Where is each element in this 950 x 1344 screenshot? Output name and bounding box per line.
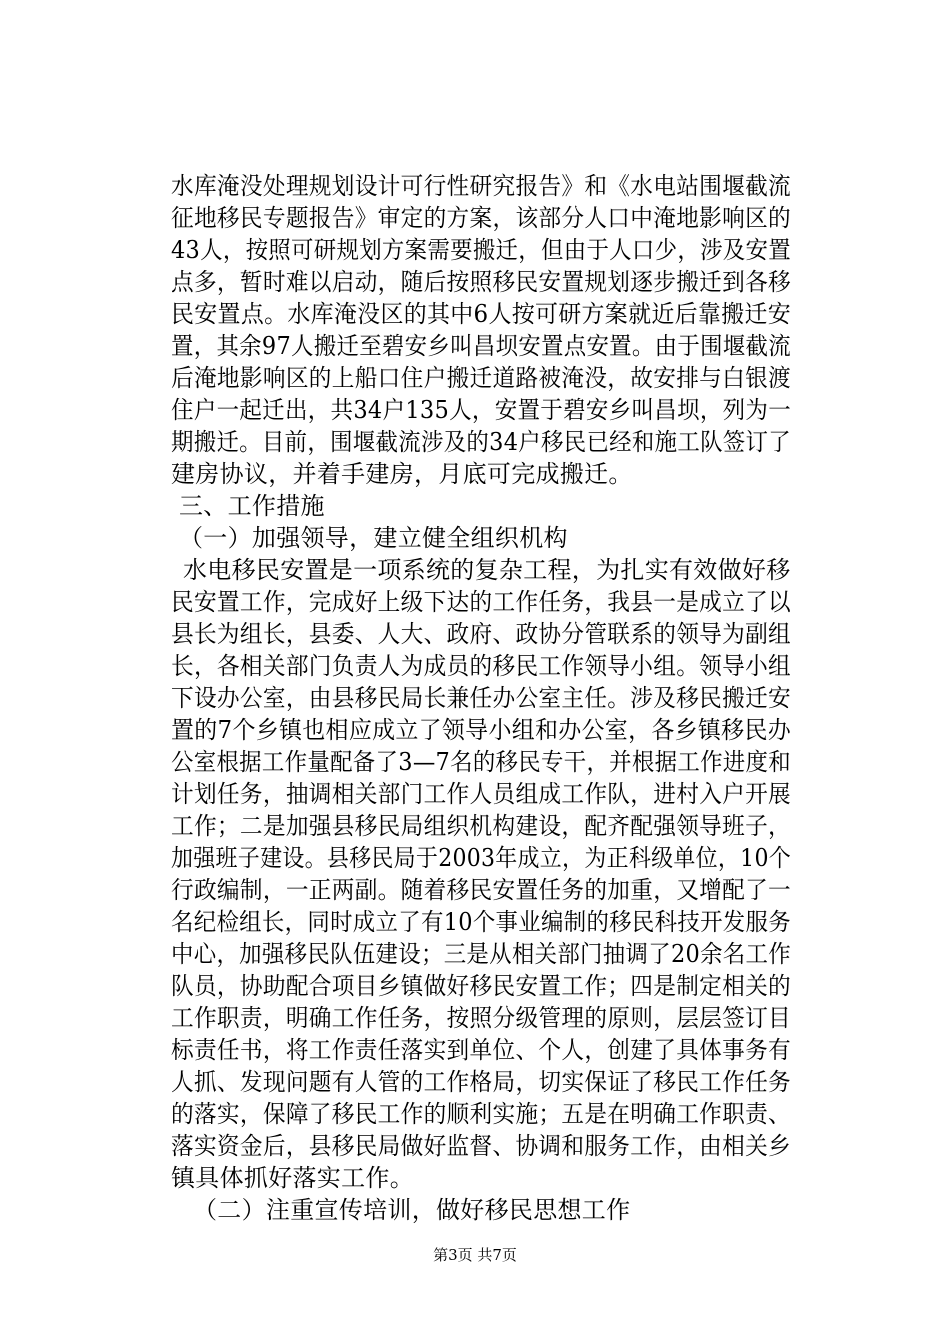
- text-line: 人抓、发现问题有人管的工作格局，切实保证了移民工作任务: [171, 1068, 792, 1096]
- page-footer: 第3页 共7页: [433, 1246, 517, 1264]
- text-line: 民安置工作，完成好上级下达的工作任务，我县一是成立了以: [171, 588, 792, 616]
- text-line: 标责任书，将工作责任落实到单位、个人，创建了具体事务有: [171, 1036, 792, 1064]
- text-line: 中心，加强移民队伍建设；三是从相关部门抽调了20余名工作: [171, 940, 791, 968]
- text-line: 住户一起迁出，共34户135人，安置于碧安乡叫昌坝，列为一: [171, 396, 791, 424]
- text-line: 建房协议，并着手建房，月底可完成搬迁。: [171, 460, 633, 488]
- text-line: 加强班子建设。县移民局于2003年成立，为正科级单位，10个: [171, 844, 791, 872]
- text-line: 名纪检组长，同时成立了有10个事业编制的移民科技开发服务: [171, 908, 791, 936]
- text-line: 期搬迁。目前，围堰截流涉及的34户移民已经和施工队签订了: [171, 428, 791, 456]
- text-line: 后淹地影响区的上船口住户搬迁道路被淹没，故安排与白银渡: [171, 364, 792, 392]
- text-line: 计划任务，抽调相关部门工作人员组成工作队，进村入户开展: [171, 780, 792, 808]
- text-line: 民安置点。水库淹没区的其中6人按可研方案就近后靠搬迁安: [171, 300, 791, 328]
- text-line: 公室根据工作量配备了3—7名的移民专干，并根据工作进度和: [171, 748, 791, 776]
- text-line: 工作职责，明确工作任务，按照分级管理的原则，层层签订目: [171, 1004, 792, 1032]
- text-line: 镇具体抓好落实工作。: [171, 1164, 414, 1192]
- text-line: 水电移民安置是一项系统的复杂工程，为扎实有效做好移: [183, 556, 791, 584]
- text-line: 县长为组长，县委、人大、政府、政协分管联系的领导为副组: [171, 620, 792, 648]
- text-line: 点多，暂时难以启动，随后按照移民安置规划逐步搬迁到各移: [171, 268, 792, 296]
- text-line: 行政编制，一正两副。随着移民安置任务的加重，又增配了一: [171, 876, 792, 904]
- text-line: 置的7个乡镇也相应成立了领导小组和办公室，各乡镇移民办: [171, 716, 791, 744]
- text-line: 下设办公室，由县移民局长兼任办公室主任。涉及移民搬迁安: [171, 684, 792, 712]
- text-line: 水库淹没处理规划设计可行性研究报告》和《水电站围堰截流: [171, 172, 792, 200]
- text-line: 43人，按照可研规划方案需要搬迁，但由于人口少，涉及安置: [171, 236, 791, 264]
- text-line: 队员，协助配合项目乡镇做好移民安置工作；四是制定相关的: [171, 972, 792, 1000]
- text-line: 工作；二是加强县移民局组织机构建设，配齐配强领导班子，: [171, 812, 792, 840]
- text-line: 置，其余97人搬迁至碧安乡叫昌坝安置点安置。由于围堰截流: [171, 332, 791, 360]
- text-line: （一）加强领导，建立健全组织机构: [179, 524, 568, 552]
- text-line: 落实资金后，县移民局做好监督、协调和服务工作，由相关乡: [171, 1132, 792, 1160]
- text-line: 征地移民专题报告》审定的方案，该部分人口中淹地影响区的: [171, 204, 792, 232]
- text-line: 三、工作措施: [179, 492, 325, 520]
- text-line: （二）注重宣传培训，做好移民思想工作: [193, 1196, 631, 1224]
- text-line: 长，各相关部门负责人为成员的移民工作领导小组。领导小组: [171, 652, 792, 680]
- document-body: [171, 170, 811, 1226]
- text-line: 的落实，保障了移民工作的顺利实施；五是在明确工作职责、: [171, 1100, 792, 1128]
